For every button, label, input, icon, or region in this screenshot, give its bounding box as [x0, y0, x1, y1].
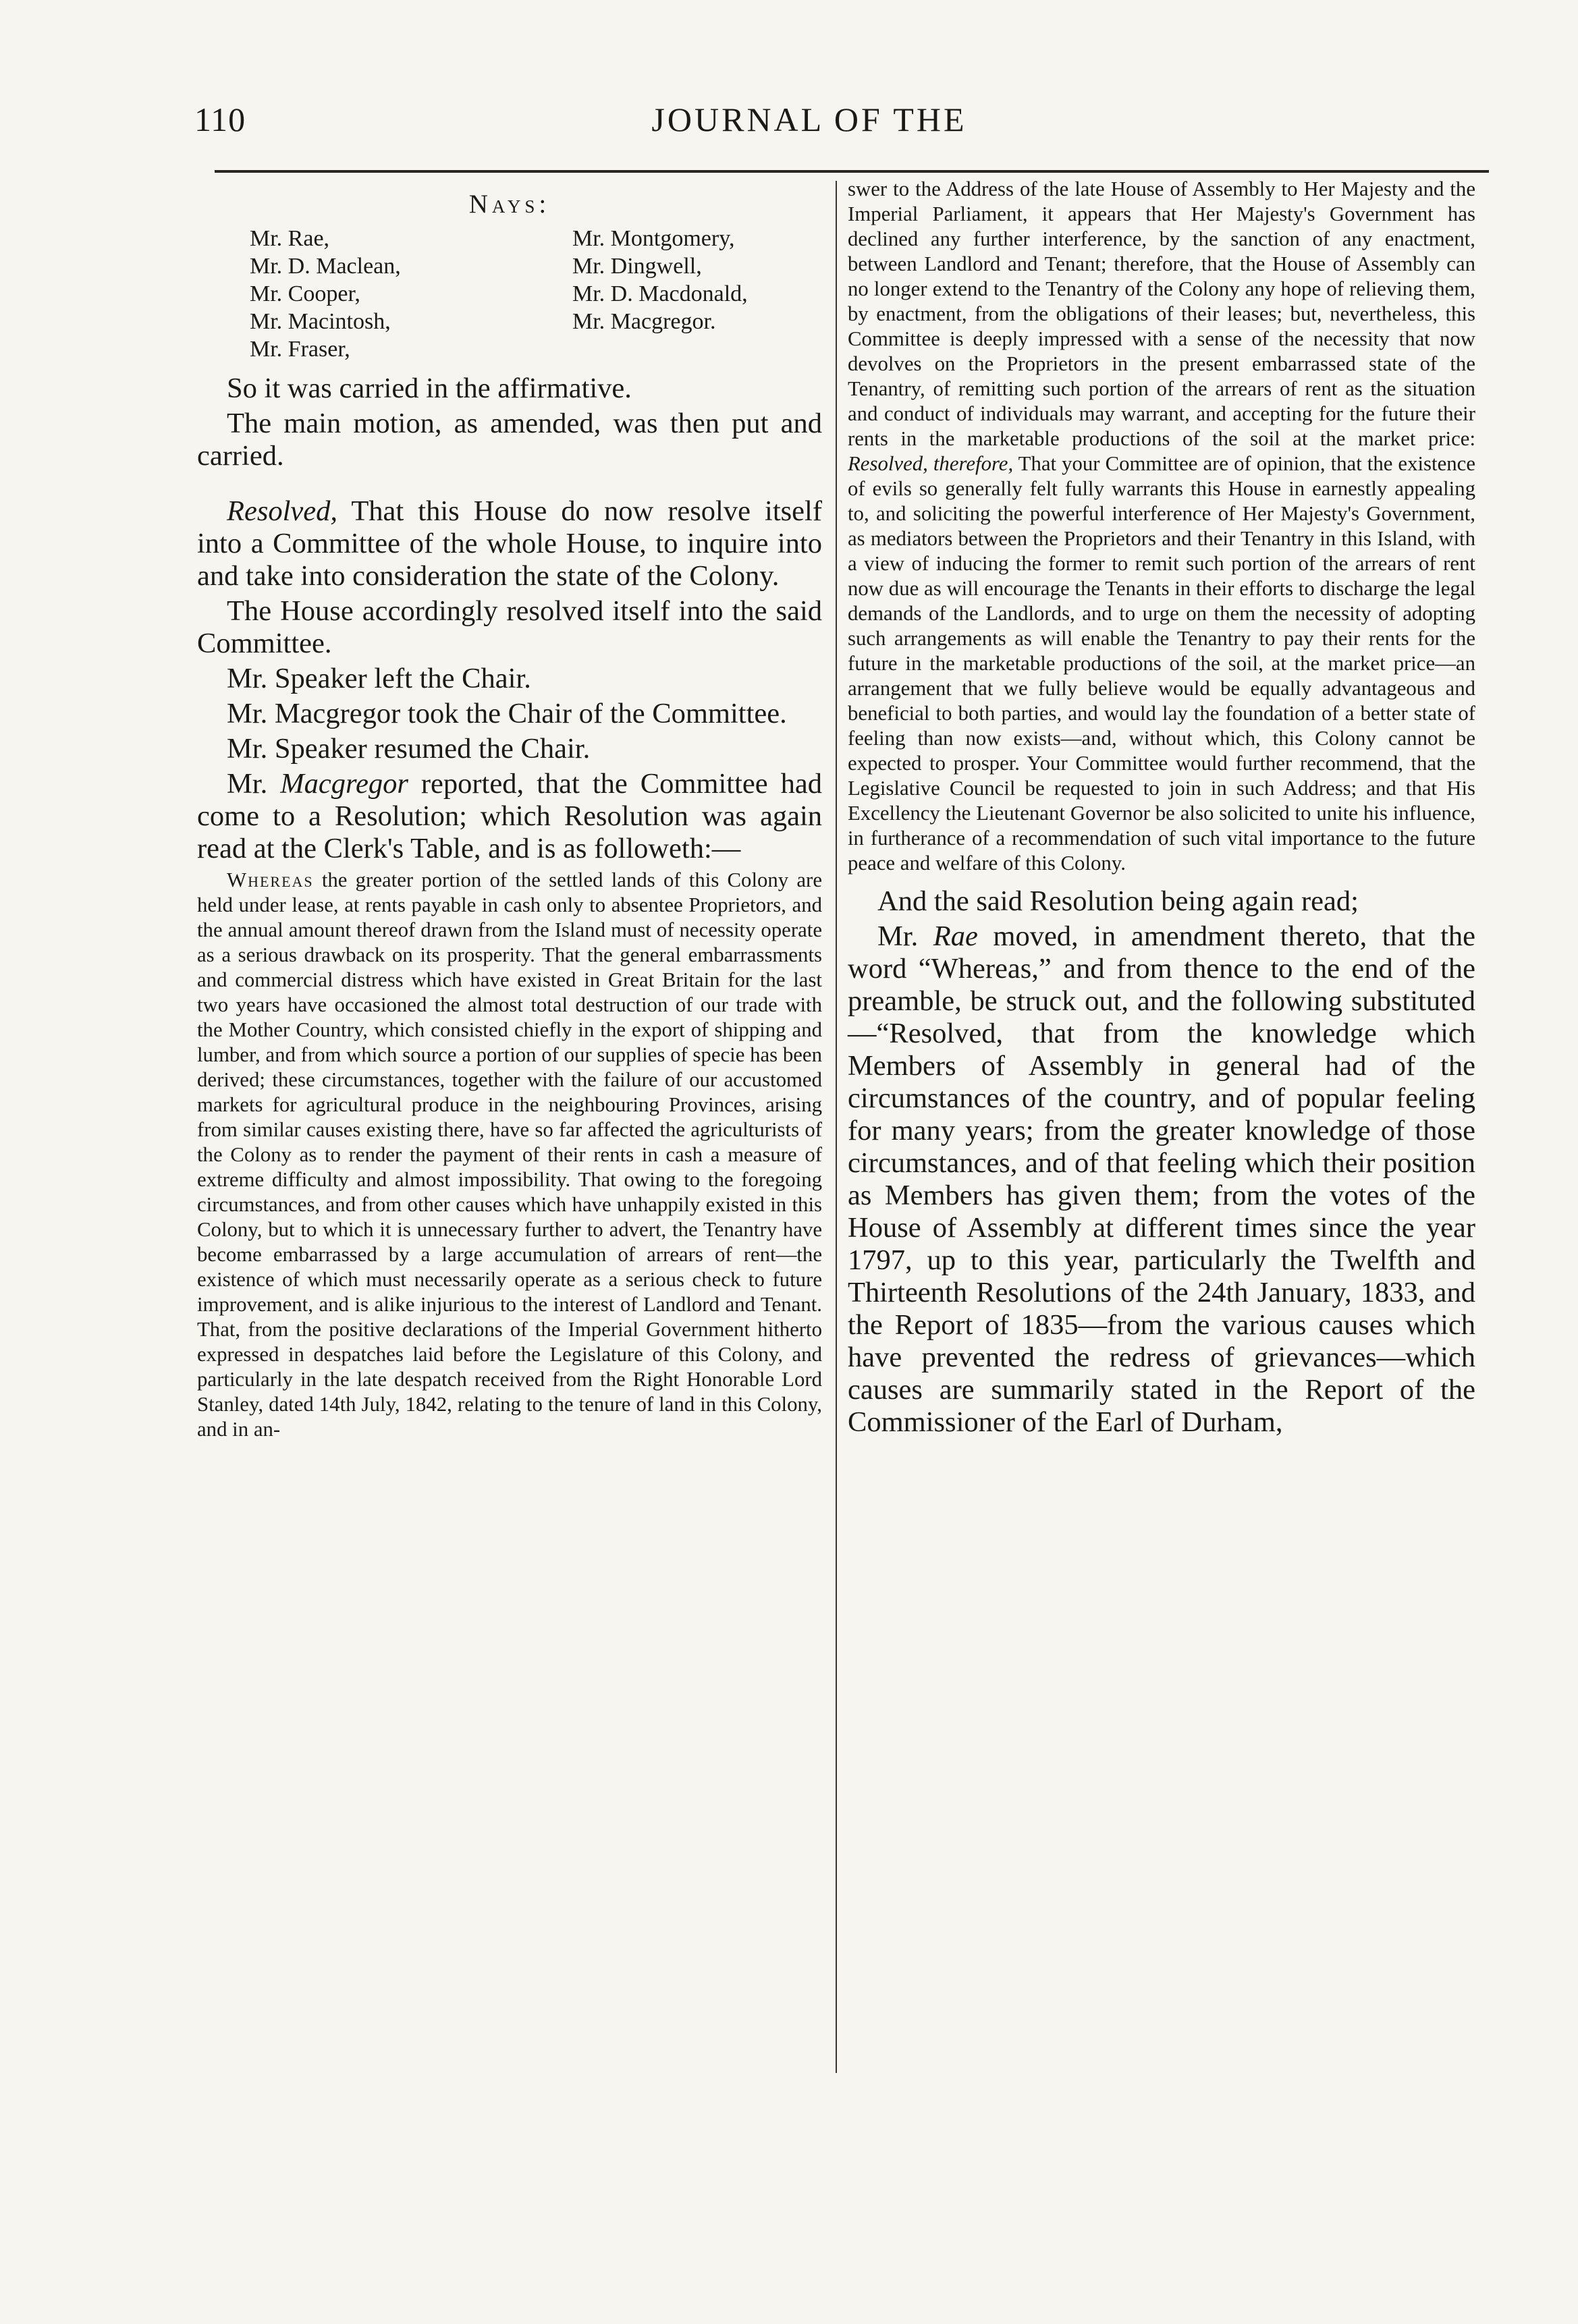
nay-member: Mr. D. Maclean, — [250, 254, 401, 279]
paragraph-read-again: And the said Resolution being again read; — [877, 885, 1359, 917]
whereas-smallcaps: Whereas — [227, 868, 314, 891]
right-column — [848, 177, 1475, 1441]
nay-member: Mr. Macintosh, — [250, 309, 391, 334]
answer-italic: Resolved, therefore, — [848, 452, 1014, 475]
nay-member: Mr. Macgregor. — [572, 309, 716, 334]
nay-member: Mr. Montgomery, — [572, 226, 735, 251]
reported-text: reported, that the Committee had come to a Resolution; which Resolution was again read at the Clerk's Table, and is as followeth:— — [197, 768, 822, 864]
paragraph-main-motion: The main motion, as amended, was then put and carried. — [197, 408, 822, 472]
nay-member: Mr. Cooper, — [250, 281, 360, 306]
nays-heading: Nays: — [468, 190, 551, 219]
answer-text-a: swer to the Address of the late House of Assembly to Her Majesty and the Imperial Parliament, it appears that Her Majesty's Government has declined any further interference, by the sanction of any enactment, between Landlord and Tenant; therefore, that the House of Assembly can no longer extend to the Tenantry of the Colony any hope of relieving them, by enactment, from the obligations of their leases; but, nevertheless, this Committee is deeply impressed with a sense of the necessity that now devolves on the Proprietors in the present embarrassed state of the Tenantry, of remitting such portion of the arrears of rent as the situation and conduct of individuals may warrant, and accepting for the future their rents in the marketable productions of the soil at the market price: — [848, 177, 1475, 450]
header-rule — [215, 170, 1489, 173]
nay-member: Mr. Fraser, — [250, 337, 350, 362]
paragraph-rae-amendment — [848, 920, 1475, 1439]
nay-member: Mr. Rae, — [250, 226, 330, 251]
reported-prefix: Mr. — [227, 768, 281, 800]
resolved-text: That this House do now resolve itself into a Committee of the whole House, to inquire into and take into consideration the state of the Colony. — [197, 495, 822, 592]
paragraph-whereas — [197, 868, 822, 1442]
running-head: JOURNAL OF THE — [651, 101, 967, 138]
answer-text-b: That your Committee are of opinion, that the existence of evils so generally felt fully warrants this House in earnestly appealing to, and soliciting the powerful interference of Her Majesty's Government, as mediators between the Proprietors and their Tenantry in this Island, with a view of inducing the former to remit such portion of the arrears of rent now due as will encourage the Tenants in their efforts to discharge the legal demands of the Landlords, and to urge on them the necessity of adopting such arrangements as will enable the Tenantry to pay their rents for the future in the marketable productions of the soil, at the market price—an arrangement that we fully believe would be equally advantageous and beneficial to both parties, and would lay the foundation of a better state of feeling than now exists—and, without which, this Colony cannot be expected to prosper. Your Committee would further recommend, that the Legislative Council be requested to join in such Address; and that His Excellency the Lieutenant Governor be also solicited to unite his influence, in furtherance of a recommendation of such vital importance to the future peace and welfare of this Colony. — [848, 452, 1475, 875]
paragraph-reported — [197, 768, 822, 865]
paragraph-speaker-left: Mr. Speaker left the Chair. — [227, 663, 531, 694]
page-number: 110 — [194, 101, 246, 138]
reported-name: Macgregor — [280, 768, 408, 800]
nay-member: Mr. D. Macdonald, — [572, 281, 748, 306]
rae-text: moved, in amendment thereto, that the word “Whereas,” and from thence to the end of the preamble, be struck out, and the following substituted—“Resolved, that from the knowledge which Members of Assembly in general had of the circumstances of the country, and of popular feeling for many years; from the greater knowledge of those circumstances, and of that feeling which their position as Members has given them; from the votes of the House of Assembly at different times since the year 1797, up to this year, particularly the Twelfth and Thirteenth Resolutions of the 24th January, 1833, and the Report of 1835—from the various causes which have prevented the redress of grievances—which causes are summarily stated in the Report of the Commissioner of the Earl of Durham, — [848, 920, 1475, 1438]
left-column — [197, 177, 822, 1442]
paragraph-speaker-resumed: Mr. Speaker resumed the Chair. — [227, 733, 591, 765]
rae-name: Rae — [933, 920, 978, 952]
resolved-italic: Resolved, — [227, 495, 338, 527]
nay-member: Mr. Dingwell, — [572, 254, 702, 279]
paragraph-committee: The House accordingly resolved itself into the said Committee. — [197, 595, 822, 659]
whereas-text: the greater portion of the settled lands of this Colony are held under lease, at rents payable in cash only to absentee Proprietors, and the annual amount thereof drawn from the Island must of necessity operate as a serious drawback on its prosperity. That the general embarrassments and commercial distress which have existed in Great Britain for the last two years have occasioned the almost total destruction of our trade with the Mother Country, which consisted chiefly in the export of shipping and lumber, and from which source a portion of our supplies of specie has been derived; these circumstances, together with the failure of our accustomed markets for agricultural produce in the neighbouring Provinces, arising from similar causes existing there, have so far affected the agriculturists of the Colony as to render the payment of their rents in cash a measure of extreme difficulty and almost impossibility. That owing to the foregoing circumstances, and from other causes which have unhappily existed in this Colony, but to which it is unnecessary further to advert, the Tenantry have become embarrassed by a large accumulation of arrears of rent—the existence of which must necessarily operate as a serious check to future improvement, and is alike injurious to the interest of Landlord and Tenant. That, from the positive declarations of the Imperial Government hitherto expressed in despatches laid before the Legislature of this Colony, and particularly in the late despatch received from the Right Honorable Lord Stanley, dated 14th July, 1842, relating to the tenure of land in this Colony, and in an- — [197, 868, 822, 1441]
nays-list — [197, 225, 822, 363]
paragraph-resolved — [197, 495, 822, 592]
nays-column-2 — [572, 225, 869, 363]
paragraph-macgregor-chair: Mr. Macgregor took the Chair of the Committee. — [227, 698, 787, 729]
rae-prefix: Mr. — [877, 920, 933, 952]
paragraph-answer-continued — [848, 177, 1475, 876]
nays-column-1 — [250, 225, 572, 363]
paragraph-carried: So it was carried in the affirmative. — [227, 372, 632, 404]
column-divider — [836, 181, 837, 2073]
